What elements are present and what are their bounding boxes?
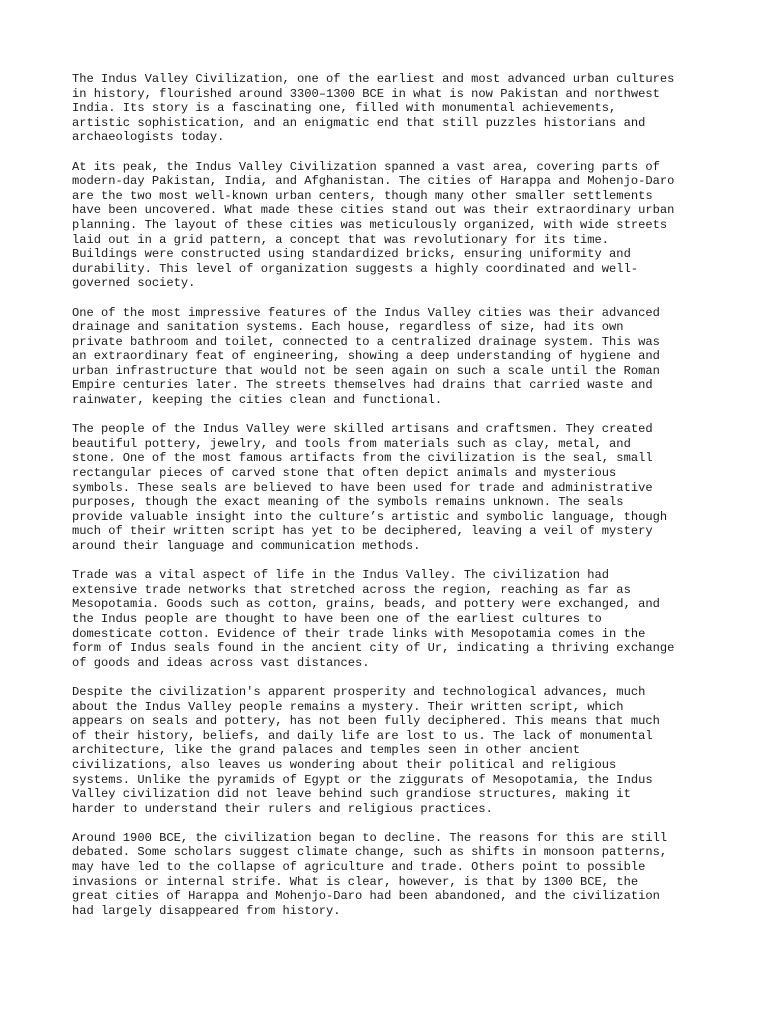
text-line: Valley civilization did not leave behind such grandiose structures, making it [72,787,631,802]
paragraph-trade [72,568,700,670]
text-line: artistic sophistication, and an enigmatic end that still puzzles historians and [72,115,646,130]
text-line: civilizations, also leaves us wondering about their political and religious [72,757,617,772]
text-line: stone. One of the most famous artifacts from the civilization is the seal, small [72,451,653,466]
text-line: may have led to the collapse of agriculture and trade. Others point to possible [72,860,646,875]
text-line: invasions or internal strife. What is clear, however, is that by 1300 BCE, the [72,874,639,889]
text-line: Despite the civilization's apparent prosperity and technological advances, much [72,684,646,699]
text-line: in history, flourished around 3300–1300 BCE in what is now Pakistan and northwest [72,86,660,101]
text-line: extensive trade networks that stretched across the region, reaching as far as [72,582,631,597]
text-line: Trade was a vital aspect of life in the Indus Valley. The civilization had [72,568,610,583]
text-line: rainwater, keeping the cities clean and functional. [72,393,443,408]
text-line: debated. Some scholars suggest climate change, such as shifts in monsoon patterns, [72,845,668,860]
text-line: the Indus people are thought to have been one of the earliest cultures to [72,611,602,626]
paragraph-decline [72,831,700,919]
paragraph-mystery [72,685,700,816]
text-line: about the Indus Valley people remains a mystery. Their written script, which [72,699,624,714]
text-line: laid out in a grid pattern, a concept that was revolutionary for its time. [72,232,610,247]
text-line: modern-day Pakistan, India, and Afghanistan. The cities of Harappa and Mohenjo-Daro [72,174,675,189]
text-line: Buildings were constructed using standardized bricks, ensuring uniformity and [72,247,631,262]
text-line: domesticate cotton. Evidence of their trade links with Mesopotamia comes in the [72,626,646,641]
text-line: much of their written script has yet to be deciphered, leaving a veil of mystery [72,524,653,539]
text-line: Mesopotamia. Goods such as cotton, grains, beads, and pottery were exchanged, and [72,597,660,612]
text-line: of goods and ideas across vast distances. [72,655,370,670]
text-line: archaeologists today. [72,130,225,145]
document-body [72,72,700,933]
text-line: of their history, beliefs, and daily life are lost to us. The lack of monumental [72,728,653,743]
text-line: symbols. These seals are believed to have been used for trade and administrative [72,480,653,495]
text-line: great cities of Harappa and Mohenjo-Daro had been abandoned, and the civilization [72,889,660,904]
text-line: One of the most impressive features of the Indus Valley cities was their advanced [72,305,660,320]
text-line: Empire centuries later. The streets themselves had drains that carried waste and [72,378,653,393]
text-line: beautiful pottery, jewelry, and tools from materials such as clay, metal, and [72,436,631,451]
text-line: private bathroom and toilet, connected to a centralized drainage system. This was [72,334,660,349]
text-line: India. Its story is a fascinating one, filled with monumental achievements, [72,101,617,116]
text-line: The Indus Valley Civilization, one of the earliest and most advanced urban cultures [72,72,675,86]
text-line: urban infrastructure that would not be seen again on such a scale until the Roman [72,363,660,378]
text-line: The people of the Indus Valley were skilled artisans and craftsmen. They created [72,422,653,437]
text-line: appears on seals and pottery, has not been fully deciphered. This means that much [72,714,660,729]
text-line: are the two most well-known urban centers, though many other smaller settlements [72,188,653,203]
text-line: form of Indus seals found in the ancient city of Ur, indicating a thriving exchange [72,641,675,656]
paragraph-drainage [72,306,700,408]
paragraph-urban-planning [72,160,700,291]
text-line: architecture, like the grand palaces and temples seen in other ancient [72,743,581,758]
text-line: durability. This level of organization suggests a highly coordinated and well- [72,261,639,276]
paragraph-intro [72,72,700,145]
text-line: At its peak, the Indus Valley Civilization spanned a vast area, covering parts of [72,159,660,174]
text-line: an extraordinary feat of engineering, showing a deep understanding of hygiene and [72,349,660,364]
text-line: purposes, though the exact meaning of the symbols remains unknown. The seals [72,495,624,510]
text-line: around their language and communication methods. [72,539,421,553]
text-line: planning. The layout of these cities was meticulously organized, with wide streets [72,217,668,232]
text-line: had largely disappeared from history. [72,903,341,918]
text-line: drainage and sanitation systems. Each house, regardless of size, had its own [72,320,624,335]
text-line: governed society. [72,276,196,291]
text-line: systems. Unlike the pyramids of Egypt or the ziggurats of Mesopotamia, the Indus [72,772,653,787]
text-line: rectangular pieces of carved stone that often depict animals and mysterious [72,466,617,481]
text-line: have been uncovered. What made these cities stand out was their extraordinary urban [72,203,675,218]
text-line: harder to understand their rulers and religious practices. [72,801,493,816]
paragraph-artisans [72,422,700,553]
text-line: Around 1900 BCE, the civilization began to decline. The reasons for this are still [72,830,668,845]
text-line: provide valuable insight into the culture’s artistic and symbolic language, though [72,509,668,524]
